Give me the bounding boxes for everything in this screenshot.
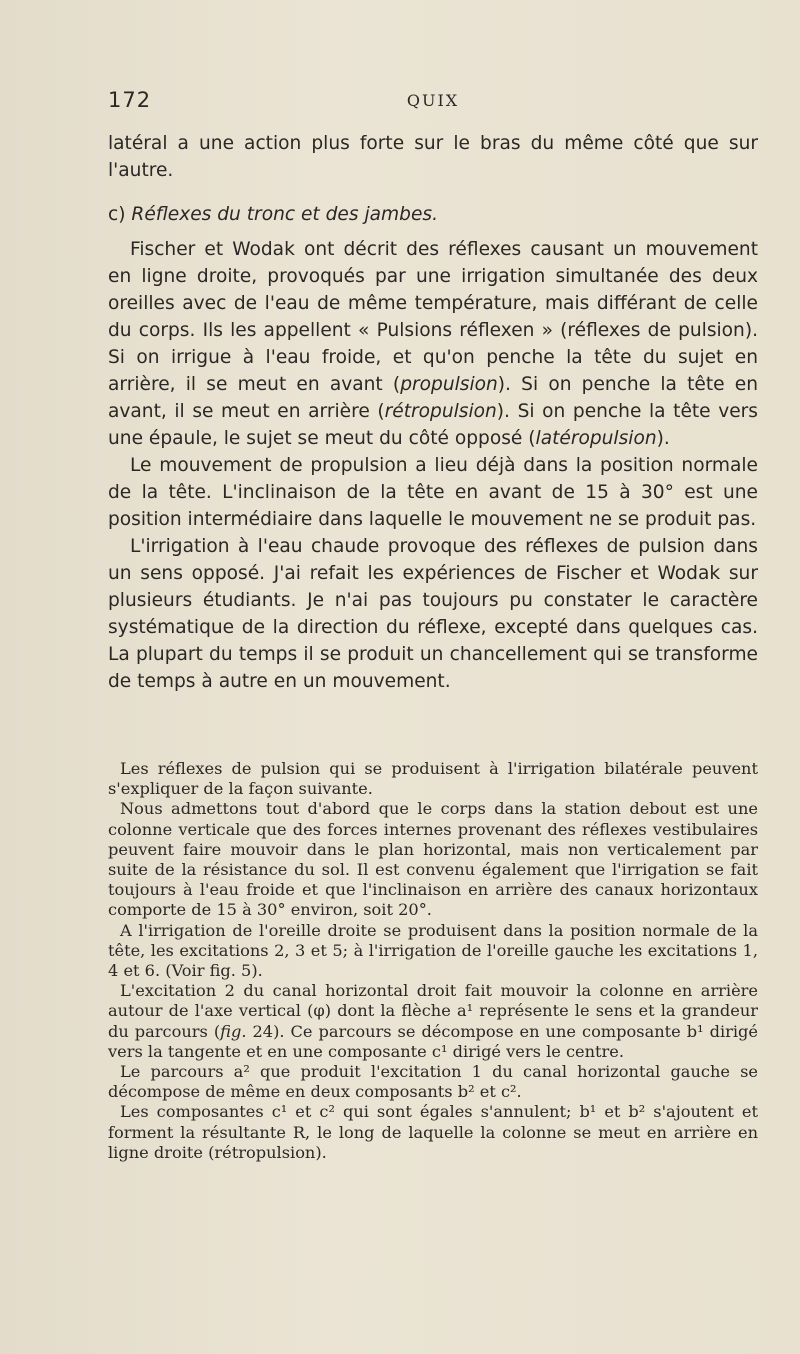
- page-header: [108, 88, 758, 114]
- paragraph-propulsion: Le mouvement de propulsion a lieu déjà dans la position normale de la tête. L'inclinaison de la tête en avant de 15 à 30° est une position intermédiaire dans laquelle le mouvement ne se produit pas.: [108, 455, 758, 530]
- term-propulsion: propulsion: [400, 374, 498, 395]
- page-number: 172: [108, 88, 152, 112]
- paragraph-explanation: Les réflexes de pulsion qui se produisent à l'irrigation bilatérale peuvent s'expliquer de la façon suivante.: [108, 759, 758, 799]
- text-run: ). Si on penche la tête en avant, il se meut en arrière (: [108, 374, 758, 422]
- paragraph-continued: latéral a une action plus forte sur le bras du même côté que sur l'autre.: [108, 133, 758, 181]
- small-print-section: [108, 759, 758, 1163]
- main-text: [108, 130, 758, 695]
- text-run: L'excitation 2 du canal horizontal droit fait mouvoir la colonne en arrière autour de l'axe vertical (φ) dont la flèche a¹ représente le sens et la grandeur du parcours (: [108, 981, 758, 1041]
- term-lateropulsion: latéropulsion: [535, 428, 657, 449]
- text-run: Fischer et Wodak ont décrit des réflexes causant un mouvement en ligne droite, provoqués par une irrigation simultanée des deux oreilles avec de l'eau de même température, mais différant de celle du corps. Ils les appellent « Pulsions réflexen » (réflexes de pulsion). Si on irrigue à l'eau froide, et qu'on penche la tête du sujet en arrière, il se meut en avant (: [108, 239, 758, 395]
- paragraph-hot-water: L'irrigation à l'eau chaude provoque des réflexes de pulsion dans un sens opposé. J'ai refait les expériences de Fischer et Wodak sur plusieurs étudiants. Je n'ai pas toujours pu constater le caractère systématique de la direction du réflexe, excepté dans quelques cas. La plupart du temps il se produit un chancellement qui se transforme de temps à autre en un mouvement.: [108, 536, 758, 692]
- paragraph-resultante: Les composantes c¹ et c² qui sont égales s'annulent; b¹ et b² s'ajoutent et forment la résultante R, le long de laquelle la colonne se meut en arrière en ligne droite (rétropulsion).: [108, 1102, 758, 1162]
- section-label: c): [108, 204, 126, 225]
- paragraph-right-ear: A l'irrigation de l'oreille droite se produisent dans la position normale de la tête, les excitations 2, 3 et 5; à l'irrigation de l'oreille gauche les excitations 1, 4 et 6. (Voir fig. 5).: [108, 920, 758, 981]
- figure-reference: fig.: [220, 1021, 247, 1041]
- term-retropulsion: rétropulsion: [384, 401, 497, 422]
- paragraph-column: Nous admettons tout d'abord que le corps dans la station debout est une colonne verticale que des forces internes provenant des réflexes vestibulaires peuvent faire mouvoir dans le plan horizontal, mais non verticalement par suite de la résistance du sol. Il est convenu également que l'irrigation se fait toujours à l'eau froide et que l'inclinaison en arrière des canaux horizontaux comporte de 15 à 30° environ, soit 20°.: [108, 799, 758, 920]
- text-run: ). Si on penche la tête vers une épaule, le sujet se meut du côté opposé (: [108, 401, 758, 449]
- paragraph-parcours-a2: Le parcours a² que produit l'excitation 1 du canal horizontal gauche se décompose de même en deux composants b² et c².: [108, 1062, 758, 1102]
- text-run: 24). Ce parcours se décompose en une composante b¹ dirigé vers la tangente et en une composante c¹ dirigé vers le centre.: [108, 1021, 758, 1061]
- section-heading: [108, 201, 758, 228]
- text-run: ).: [656, 428, 670, 449]
- paragraph-excitation-2: [108, 981, 758, 1062]
- section-title: Réflexes du tronc et des jambes.: [131, 204, 438, 225]
- running-head: QUIX: [406, 91, 460, 110]
- paragraph-fischer-wodak: [108, 236, 758, 452]
